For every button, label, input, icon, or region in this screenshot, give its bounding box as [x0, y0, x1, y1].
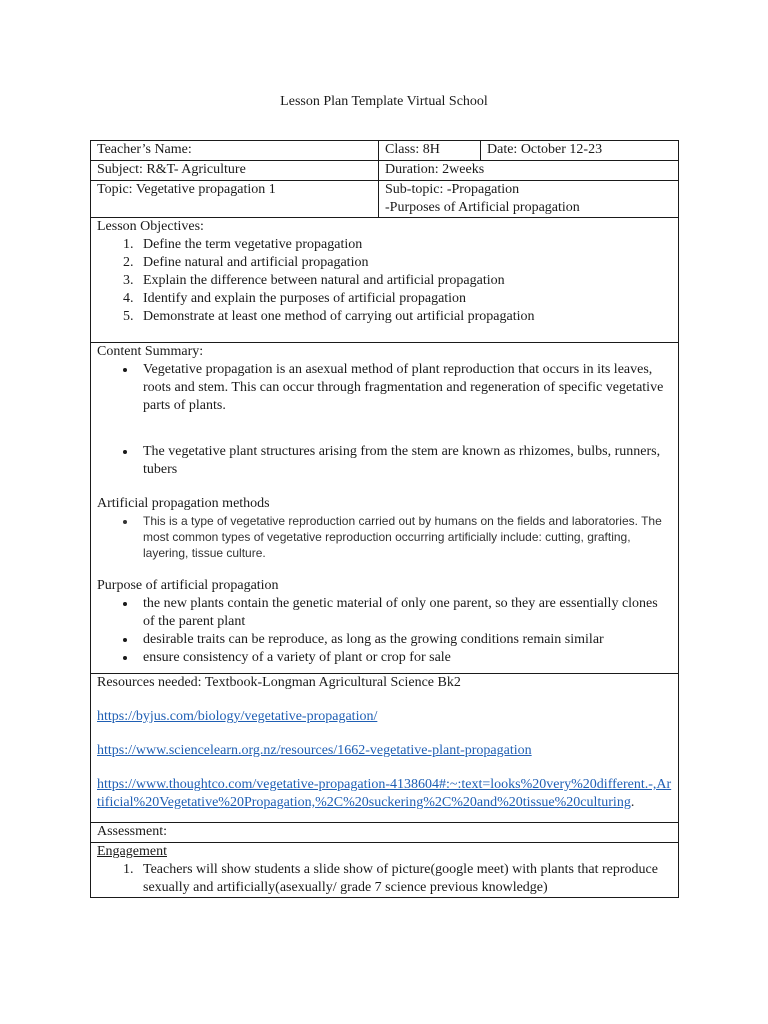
subtopic-line-1: Sub-topic: -Propagation — [385, 182, 520, 197]
lesson-plan-table — [90, 140, 679, 898]
topic-cell: Topic: Vegetative propagation 1 — [91, 181, 379, 218]
engagement-heading: Engagement — [97, 844, 167, 859]
objective-item: 2. Define natural and artificial propagation — [137, 254, 672, 272]
resource-trailing-period: . — [630, 795, 635, 810]
objectives-heading: Lesson Objectives: — [97, 219, 204, 234]
content-list-2 — [97, 443, 672, 479]
purpose-bullet: • ensure consistency of a variety of plant or crop for sale — [137, 649, 672, 667]
resource-link-byjus[interactable]: https://byjus.com/biology/vegetative-propagation/ — [97, 709, 378, 724]
methods-bullet: • This is a type of vegetative reproduction carried out by humans on the fields and laboratories. The most common types of vegetative reproduction occurring artificially include: cutting, grafting, layering, tissue culture. — [137, 513, 672, 561]
objective-item: 1. Define the term vegetative propagation — [137, 236, 672, 254]
resource-link-sciencelearn[interactable]: https://www.sciencelearn.org.nz/resources/1662-vegetative-plant-propagation — [97, 743, 532, 758]
resources-heading: Resources needed: Textbook-Longman Agricultural Science Bk2 — [97, 675, 461, 690]
content-bullet: • Vegetative propagation is an asexual method of plant reproduction that occurs in its leaves, roots and stem. This can occur through fragmentation and regeneration of specific vegetative parts of plants. — [137, 361, 672, 415]
row-topic — [91, 181, 679, 218]
purpose-bullet: • the new plants contain the genetic material of only one parent, so they are essentially clones of the parent plant — [137, 595, 672, 631]
class-cell: Class: 8H — [379, 141, 481, 161]
row-subject — [91, 161, 679, 181]
row-objectives — [91, 218, 679, 343]
subtopic-cell — [379, 181, 679, 218]
objective-item: 5. Demonstrate at least one method of carrying out artificial propagation — [137, 308, 672, 326]
methods-list — [97, 513, 672, 561]
purpose-heading: Purpose of artificial propagation — [97, 578, 279, 593]
assessment-heading: Assessment: — [97, 824, 167, 839]
objective-item: 4. Identify and explain the purposes of artificial propagation — [137, 290, 672, 308]
engagement-cell — [91, 843, 679, 898]
content-heading: Content Summary: — [97, 344, 204, 359]
assessment-heading-cell — [91, 823, 679, 843]
row-content — [91, 343, 679, 674]
content-bullet: • The vegetative plant structures arising from the stem are known as rhizomes, bulbs, runners, tubers — [137, 443, 672, 479]
purpose-list — [97, 595, 672, 667]
purpose-bullet: • desirable traits can be reproduce, as long as the growing conditions remain similar — [137, 631, 672, 649]
objective-item: 3. Explain the difference between natural and artificial propagation — [137, 272, 672, 290]
resource-link-thoughtco[interactable]: https://www.thoughtco.com/vegetative-propagation-4138604#:~:text=looks%20very%20different.-,Artificial%20Vegetative%20Propagation,%2C%20suckering%2C%20and%20tissue%20culturing — [97, 777, 672, 810]
subtopic-line-2: -Purposes of Artificial propagation — [385, 200, 580, 215]
date-cell: Date: October 12-23 — [481, 141, 679, 161]
row-assessment — [91, 823, 679, 843]
document-title: Lesson Plan Template Virtual School — [280, 94, 488, 109]
engagement-item: 1. Teachers will show students a slide show of picture(google meet) with plants that reproduce sexually and artificially(asexually/ grade 7 science previous knowledge) — [137, 861, 672, 897]
duration-cell: Duration: 2weeks — [379, 161, 679, 181]
resources-cell — [91, 674, 679, 823]
objectives-list — [97, 236, 672, 326]
objectives-cell — [91, 218, 679, 343]
row-engagement — [91, 843, 679, 898]
row-resources — [91, 674, 679, 823]
content-cell — [91, 343, 679, 674]
engagement-list — [97, 861, 672, 897]
subject-cell: Subject: R&T- Agriculture — [91, 161, 379, 181]
teacher-name-cell: Teacher’s Name: — [91, 141, 379, 161]
row-teacher — [91, 141, 679, 161]
methods-heading: Artificial propagation methods — [97, 496, 270, 511]
content-list — [97, 361, 672, 415]
